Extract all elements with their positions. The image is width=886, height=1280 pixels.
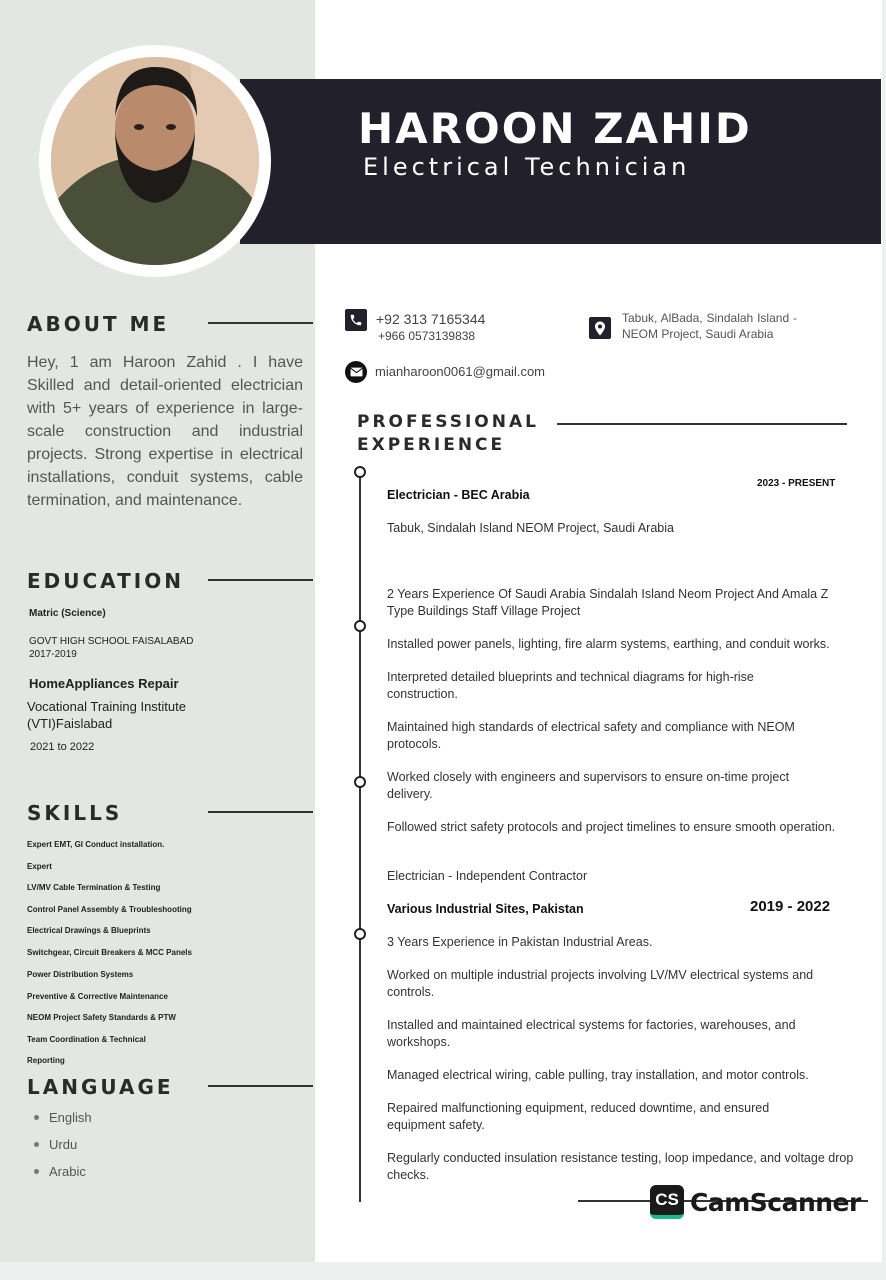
skill-item: Switchgear, Circuit Breakers & MCC Panels xyxy=(27,948,192,957)
experience-divider xyxy=(557,423,847,425)
job1-bullet: Maintained high standards of electrical safety and compliance with NEOM protocols. xyxy=(387,720,795,751)
language-divider xyxy=(208,1085,313,1087)
job1-bullet: Followed strict safety protocols and project timelines to ensure smooth operation. xyxy=(387,820,836,834)
skill-item: Expert EMT, GI Conduct installation. xyxy=(27,840,165,849)
education-school: GOVT HIGH SCHOOL FAISALABAD xyxy=(29,636,194,647)
education-institute: Vocational Training Institute xyxy=(27,699,186,714)
skills-heading: SKILLS xyxy=(27,801,123,825)
job2-dates: 2019 - 2022 xyxy=(750,898,831,915)
timeline-line xyxy=(359,470,361,1202)
bullet-icon xyxy=(34,1115,39,1120)
job2-bullet: Managed electrical wiring, cable pulling, tray installation, and motor controls. xyxy=(387,1068,809,1082)
skill-item: Team Coordination & Technical xyxy=(27,1035,146,1044)
experience-heading: PROFESSIONAL xyxy=(357,412,539,432)
phone-primary: +92 313 7165344 xyxy=(376,311,486,327)
education-course-years: 2021 to 2022 xyxy=(30,741,95,753)
job2-bullet: Installed and maintained electrical systems for factories, warehouses, and workshops. xyxy=(387,1018,796,1049)
job1-location: Tabuk, Sindalah Island NEOM Project, Saudi Arabia xyxy=(387,521,674,535)
about-heading: ABOUT ME xyxy=(27,312,170,336)
language-item: English xyxy=(34,1104,92,1131)
camscanner-watermark xyxy=(650,1185,861,1219)
skill-item: Expert xyxy=(27,862,52,871)
job1-bullet: Interpreted detailed blueprints and technical diagrams for high-rise construction. xyxy=(387,670,754,701)
skill-item: Control Panel Assembly & Troubleshooting xyxy=(27,905,192,914)
timeline-dot xyxy=(354,620,366,632)
person-name: HAROON ZAHID xyxy=(358,104,752,153)
timeline-dot xyxy=(354,928,366,940)
education-heading: EDUCATION xyxy=(27,569,184,593)
language-item: Urdu xyxy=(34,1131,92,1158)
skill-item: NEOM Project Safety Standards & PTW xyxy=(27,1013,176,1022)
education-course: HomeAppliances Repair xyxy=(29,676,179,691)
camscanner-logo-icon: CS xyxy=(650,1185,684,1219)
education-degree: Matric (Science) xyxy=(29,608,106,619)
camscanner-text: CamScanner xyxy=(690,1187,861,1217)
education-institute-2: (VTI)Faislabad xyxy=(27,716,113,731)
job2-role: Electrician - Independent Contractor xyxy=(387,869,588,883)
job1-dates: 2023 - PRESENT xyxy=(757,478,836,489)
timeline-dot xyxy=(354,466,366,478)
skills-divider xyxy=(208,811,313,813)
timeline-dot xyxy=(354,776,366,788)
phone-icon xyxy=(345,309,367,331)
profile-photo xyxy=(51,57,259,265)
language-heading: LANGUAGE xyxy=(27,1075,174,1099)
email-icon xyxy=(345,361,367,383)
job2-bullet: Repaired malfunctioning equipment, reduced downtime, and ensured equipment safety. xyxy=(387,1101,770,1132)
phone-secondary: +966 0573139838 xyxy=(378,329,476,343)
bullet-icon xyxy=(34,1142,39,1147)
email-address: mianharoon0061@gmail.com xyxy=(375,364,546,379)
about-divider xyxy=(208,322,313,324)
bullet-icon xyxy=(34,1169,39,1174)
education-school-years: 2017-2019 xyxy=(29,649,77,660)
job1-bullet: Worked closely with engineers and supervisors to ensure on-time project delivery. xyxy=(387,770,790,801)
about-text: Hey, 1 am Haroon Zahid . I have Skilled and detail-oriented electrician with 5+ years of experience in large-scale construction and industrial projects. Strong expertise in electrical installations, conduit systems, cable termination, and maintenance. xyxy=(27,354,303,509)
location-pin-icon xyxy=(589,317,611,339)
job2-bullet: Regularly conducted insulation resistance testing, loop impedance, and voltage drop checks. xyxy=(387,1151,854,1182)
job2-bullet: Worked on multiple industrial projects involving LV/MV electrical systems and controls. xyxy=(387,968,814,999)
job-title: Electrical Technician xyxy=(363,153,691,181)
skill-item: LV/MV Cable Termination & Testing xyxy=(27,883,161,892)
skill-item: Reporting xyxy=(27,1056,65,1065)
skill-item: Power Distribution Systems xyxy=(27,970,134,979)
experience-heading-2: EXPERIENCE xyxy=(357,435,506,455)
education-divider xyxy=(208,579,313,581)
job2-location: Various Industrial Sites, Pakistan xyxy=(387,902,584,916)
skill-item: Preventive & Corrective Maintenance xyxy=(27,992,168,1001)
skill-item: Electrical Drawings & Blueprints xyxy=(27,926,151,935)
address: Tabuk, AlBada, Sindalah Island -NEOM Project, Saudi Arabia xyxy=(622,311,797,341)
job1-bullet: Installed power panels, lighting, fire alarm systems, earthing, and conduit works. xyxy=(387,637,830,651)
job2-bullet: 3 Years Experience in Pakistan Industrial Areas. xyxy=(387,935,653,949)
language-list xyxy=(34,1104,92,1185)
job1-role: Electrician - BEC Arabia xyxy=(387,488,530,502)
language-item: Arabic xyxy=(34,1158,92,1185)
job1-bullet: 2 Years Experience Of Saudi Arabia Sindalah Island Neom Project And Amala Z Type Buildings Staff Village Project xyxy=(387,587,829,618)
